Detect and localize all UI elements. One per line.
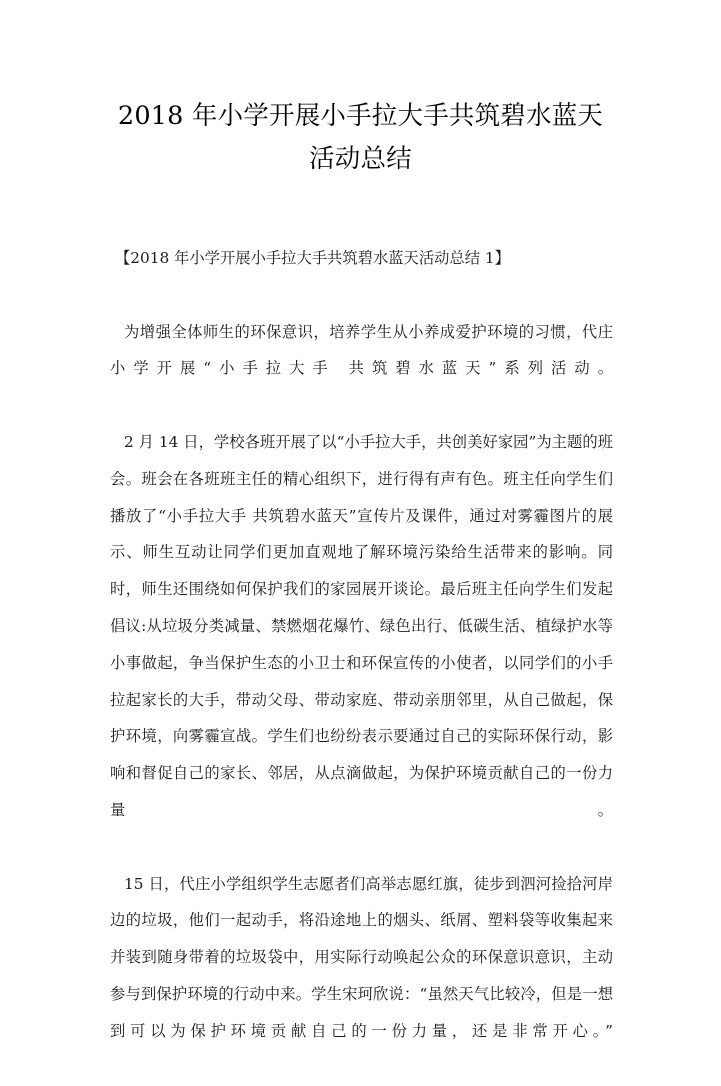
page-title-line-1: 2018 年小学开展小手拉大手共筑碧水蓝天 (117, 101, 604, 132)
paragraph-1: 为增强全体师生的环保意识，培养学生从小养成爱护环境的习惯，代庄小学开展“小手拉大手 共筑碧水蓝天”系列活动。 (110, 322, 613, 378)
page-title (108, 95, 613, 181)
document-body (110, 240, 613, 1086)
section-heading: 【2018 年小学开展小手拉大手共筑碧水蓝天活动总结 1】 (115, 249, 510, 267)
page-title-line-2: 活动总结 (309, 144, 412, 175)
paragraph-3: 15 日，代庄小学组织学生志愿者们高举志愿红旗，徒步到泗河捡拾河岸边的垃圾，他们一起动手，将沿途地上的烟头、纸屑、塑料袋等收集起来并装到随身带着的垃圾袋中，用实际行动唤起公众的环保意识意识，主动参与到保护环境的行动中来。学生宋珂欣说：“虽然天气比较冷，但是一想到可以为保护环境贡献自己的一份力量，还是非常开心。” (110, 874, 613, 1040)
paragraph-2: 2 月 14 日，学校各班开展了以“小手拉大手，共创美好家园”为主题的班会。班会在各班班主任的精心组织下，进行得有声有色。班主任向学生们播放了“小手拉大手 共筑碧水蓝天”宣传片及课件，通过对雾霾图片的展示、师生互动让同学们更加直观地了解环境污染给生活带来的影响。同时，师生还围绕如何保护我们的家园展开谈论。最后班主任向学生们发起倡议:从垃圾分类减量、禁燃烟花爆竹、绿色出行、低碳生活、植绿护水等小事做起，争当保护生态的小卫士和环保宣传的小使者，以同学们的小手拉起家长的大手，带动父母、带动家庭、带动亲朋邻里，从自己做起，保护环境，向雾霾宣战。学生们也纷纷表示要通过自己的实际环保行动，影响和督促自己的家长、邻居，从点滴做起，为保护环境贡献自己的一份力量。 (110, 432, 613, 819)
